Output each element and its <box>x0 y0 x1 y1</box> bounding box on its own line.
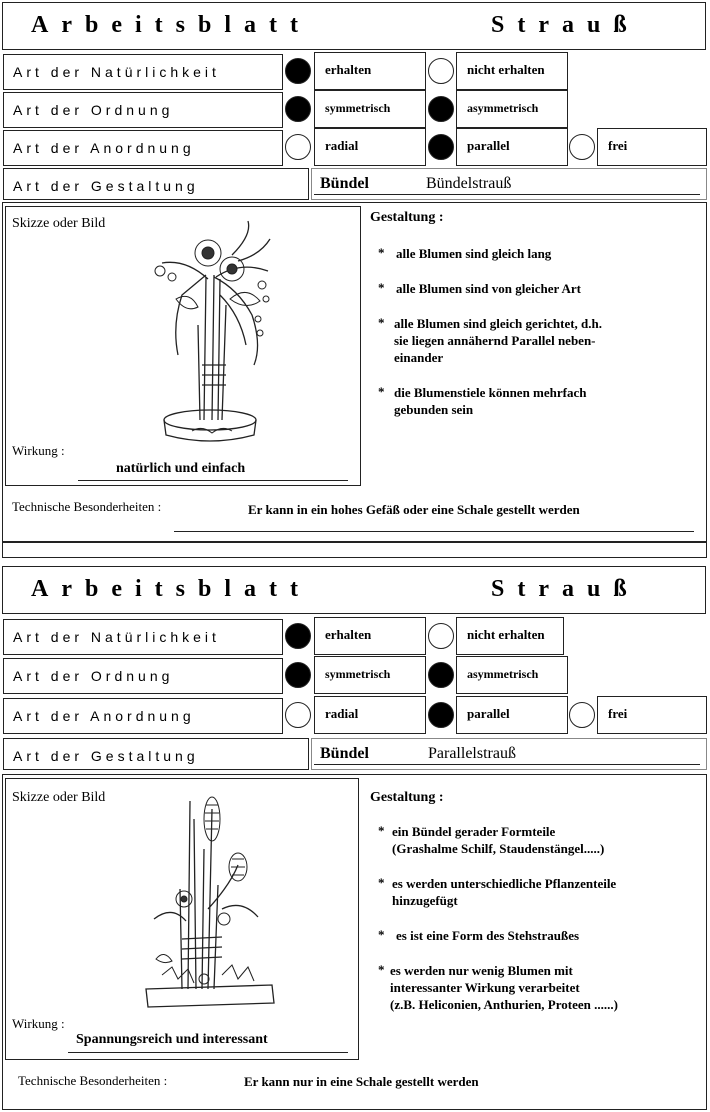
radio-nicht-erhalten[interactable] <box>428 623 454 649</box>
wirkung-value: natürlich und einfach <box>116 461 246 476</box>
bullet-item: es ist eine Form des Stehstraußes <box>396 928 580 943</box>
option-symmetrisch[interactable]: symmetrisch <box>314 656 426 694</box>
parallel-bouquet-sketch <box>142 789 282 1019</box>
bullet-item: es werden nur wenig Blumen mit interessanter Wirkung verarbeitet (z.B. Heliconien, Anthurien, Proteen ......) <box>390 963 618 1012</box>
bullet-marker: * <box>378 823 385 838</box>
option-radial[interactable]: radial <box>314 696 426 734</box>
gestaltung-value: Bündelstrauß <box>426 175 512 192</box>
radio-radial[interactable] <box>285 702 311 728</box>
bullet-item: die Blumenstiele können mehrfach gebunden sein <box>394 385 587 417</box>
radio-symmetrisch[interactable] <box>285 96 311 122</box>
option-erhalten[interactable]: erhalten <box>314 52 426 90</box>
option-frei[interactable]: frei <box>597 696 707 734</box>
bullet-item: alle Blumen sind gleich lang <box>396 246 552 261</box>
radio-asymmetrisch[interactable] <box>428 96 454 122</box>
gestaltung-field <box>311 168 707 200</box>
radio-parallel[interactable] <box>428 702 454 728</box>
bullet-marker: * <box>378 245 385 260</box>
wirkung-underline <box>68 1052 348 1053</box>
option-symmetrisch[interactable]: symmetrisch <box>314 90 426 128</box>
sketch-frame <box>5 778 359 1060</box>
technik-label: Technische Besonderheiten : <box>12 499 162 514</box>
radio-parallel[interactable] <box>428 134 454 160</box>
radio-erhalten[interactable] <box>285 623 311 649</box>
option-erhalten[interactable]: erhalten <box>314 617 426 655</box>
radio-nicht-erhalten[interactable] <box>428 58 454 84</box>
bullet-marker: * <box>378 875 385 890</box>
radio-erhalten[interactable] <box>285 58 311 84</box>
bullet-marker: * <box>378 280 385 295</box>
worksheet-2 <box>0 564 710 1112</box>
row-label-natuerlichkeit: Art der Natürlichkeit <box>3 54 283 90</box>
radio-radial[interactable] <box>285 134 311 160</box>
gestaltung-type: Bündel <box>320 175 369 192</box>
radio-frei[interactable] <box>569 134 595 160</box>
technik-value: Er kann nur in eine Schale gestellt werden <box>244 1074 479 1089</box>
bullet-marker: * <box>378 315 385 330</box>
worksheet-title-bar <box>2 566 706 614</box>
row-label-gestaltung: Art der Gestaltung <box>3 738 309 770</box>
gestaltung-type: Bündel <box>320 745 369 762</box>
bullet-marker: * <box>378 384 385 399</box>
wirkung-label: Wirkung : <box>12 1016 65 1031</box>
bullet-marker: * <box>378 927 385 942</box>
gestaltung-heading: Gestaltung : <box>370 790 444 805</box>
row-label-anordnung: Art der Anordnung <box>3 130 283 166</box>
sheet-bottom-bar <box>2 542 707 558</box>
bullet-item: es werden unterschiedliche Pflanzenteile hinzugefügt <box>392 876 617 908</box>
sketch-label: Skizze oder Bild <box>12 790 106 805</box>
bouquet-sunflower-sketch <box>142 215 282 447</box>
option-asymmetrisch[interactable]: asymmetrisch <box>456 656 568 694</box>
gestaltung-value: Parallelstrauß <box>428 745 516 762</box>
bullet-item: alle Blumen sind von gleicher Art <box>396 281 582 296</box>
sketch-frame <box>5 206 361 486</box>
title-left: Arbeitsblatt <box>31 576 311 602</box>
technik-value: Er kann in ein hohes Gefäß oder eine Schale gestellt werden <box>248 502 580 517</box>
wirkung-label: Wirkung : <box>12 443 65 458</box>
option-nicht-erhalten[interactable]: nicht erhalten <box>456 52 568 90</box>
radio-asymmetrisch[interactable] <box>428 662 454 688</box>
wirkung-value: Spannungsreich und interessant <box>76 1032 268 1047</box>
gestaltung-field <box>311 738 707 770</box>
title-left: Arbeitsblatt <box>31 12 311 38</box>
gestaltung-underline <box>314 764 700 765</box>
title-right: Strauß <box>491 576 640 602</box>
title-right: Strauß <box>491 12 640 38</box>
technik-label: Technische Besonderheiten : <box>18 1073 168 1088</box>
row-label-ordnung: Art der Ordnung <box>3 658 283 694</box>
bullet-item: alle Blumen sind gleich gerichtet, d.h. sie liegen annähernd Parallel neben- einander <box>394 316 602 365</box>
wirkung-underline <box>78 480 348 481</box>
gestaltung-underline <box>314 194 700 195</box>
option-frei[interactable]: frei <box>597 128 707 166</box>
row-label-anordnung: Art der Anordnung <box>3 698 283 734</box>
row-label-gestaltung: Art der Gestaltung <box>3 168 309 200</box>
row-label-natuerlichkeit: Art der Natürlichkeit <box>3 619 283 655</box>
option-nicht-erhalten[interactable]: nicht erhalten <box>456 617 564 655</box>
bullet-item: ein Bündel gerader Formteile (Grashalme Schilf, Staudenstängel.....) <box>392 824 605 856</box>
bullet-marker: * <box>378 962 385 977</box>
sketch-label: Skizze oder Bild <box>12 216 106 231</box>
option-parallel[interactable]: parallel <box>456 128 568 166</box>
technik-underline <box>174 531 694 532</box>
worksheet-title-bar <box>2 2 706 50</box>
radio-symmetrisch[interactable] <box>285 662 311 688</box>
radio-frei[interactable] <box>569 702 595 728</box>
gestaltung-heading: Gestaltung : <box>370 210 444 225</box>
option-asymmetrisch[interactable]: asymmetrisch <box>456 90 568 128</box>
option-radial[interactable]: radial <box>314 128 426 166</box>
option-parallel[interactable]: parallel <box>456 696 568 734</box>
row-label-ordnung: Art der Ordnung <box>3 92 283 128</box>
